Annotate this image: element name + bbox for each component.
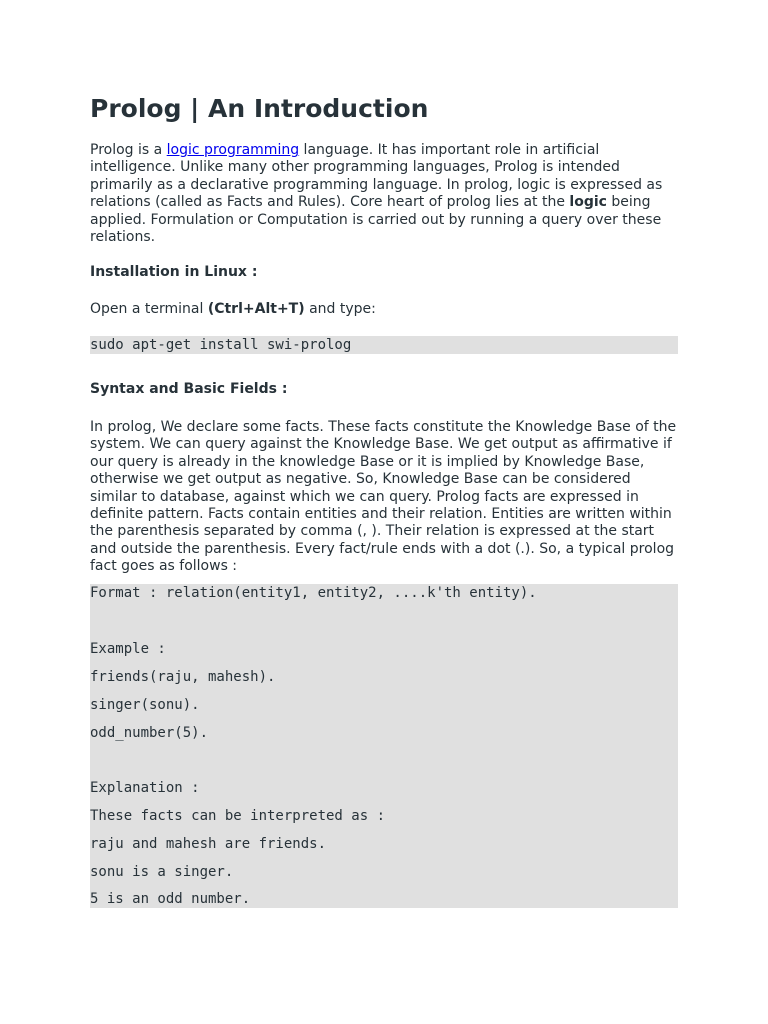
code-line: singer(sonu). [90,697,200,713]
install-text-before: Open a terminal [90,301,208,317]
fact-format-code-block [90,584,678,908]
code-line: 5 is an odd number. [90,891,251,907]
intro-paragraph [90,142,678,246]
code-line: friends(raju, mahesh). [90,669,276,685]
terminal-shortcut: (Ctrl+Alt+T) [207,301,305,317]
install-text-after: and type: [304,301,376,317]
intro-bold-word: logic [569,194,607,211]
page-title: Prolog | An Introduction [90,94,429,123]
install-instruction [90,301,678,318]
intro-text-start: Prolog is a [90,142,167,158]
code-line: odd_number(5). [90,725,209,741]
code-line: Format : relation(entity1, entity2, ....k'th entity). [90,585,537,601]
code-line: Explanation : [90,780,200,796]
intro-text-middle: language. It has important role in artificial intelligence. Unlike many other programming languages, Prolog is intended primarily as a declarative programming language. In prolog, logic is expressed as relations (called as Facts and Rules). Core heart of prolog lies at the [90,142,663,211]
syntax-paragraph: In prolog, We declare some facts. These facts constitute the Knowledge Base of the system. We can query against the Knowledge Base. We get output as affirmative if our query is already in the knowledge Base or it is implied by Knowledge Base, otherwise we get output as negative. So, Knowledge Base can be considered similar to database, against which we can query. Prolog facts are expressed in definite pattern. Facts contain entities and their relation. Entities are written within the parenthesis separated by comma (, ). Their relation is expressed at the start and outside the parenthesis. Every fact/rule ends with a dot (.). So, a typical prolog fact goes as follows : [90,419,677,575]
code-line: sonu is a singer. [90,864,234,880]
code-line: raju and mahesh are friends. [90,836,327,852]
installation-heading: Installation in Linux : [90,264,258,280]
code-line: These facts can be interpreted as : [90,808,386,824]
install-command: sudo apt-get install swi-prolog [90,337,352,353]
intro-text-end: being applied. Formulation or Computation is carried out by running a query over these relations. [90,194,662,246]
code-line: Example : [90,641,166,657]
logic-programming-link[interactable]: logic programming [166,142,300,158]
syntax-heading: Syntax and Basic Fields : [90,381,288,397]
install-command-block [90,336,678,354]
